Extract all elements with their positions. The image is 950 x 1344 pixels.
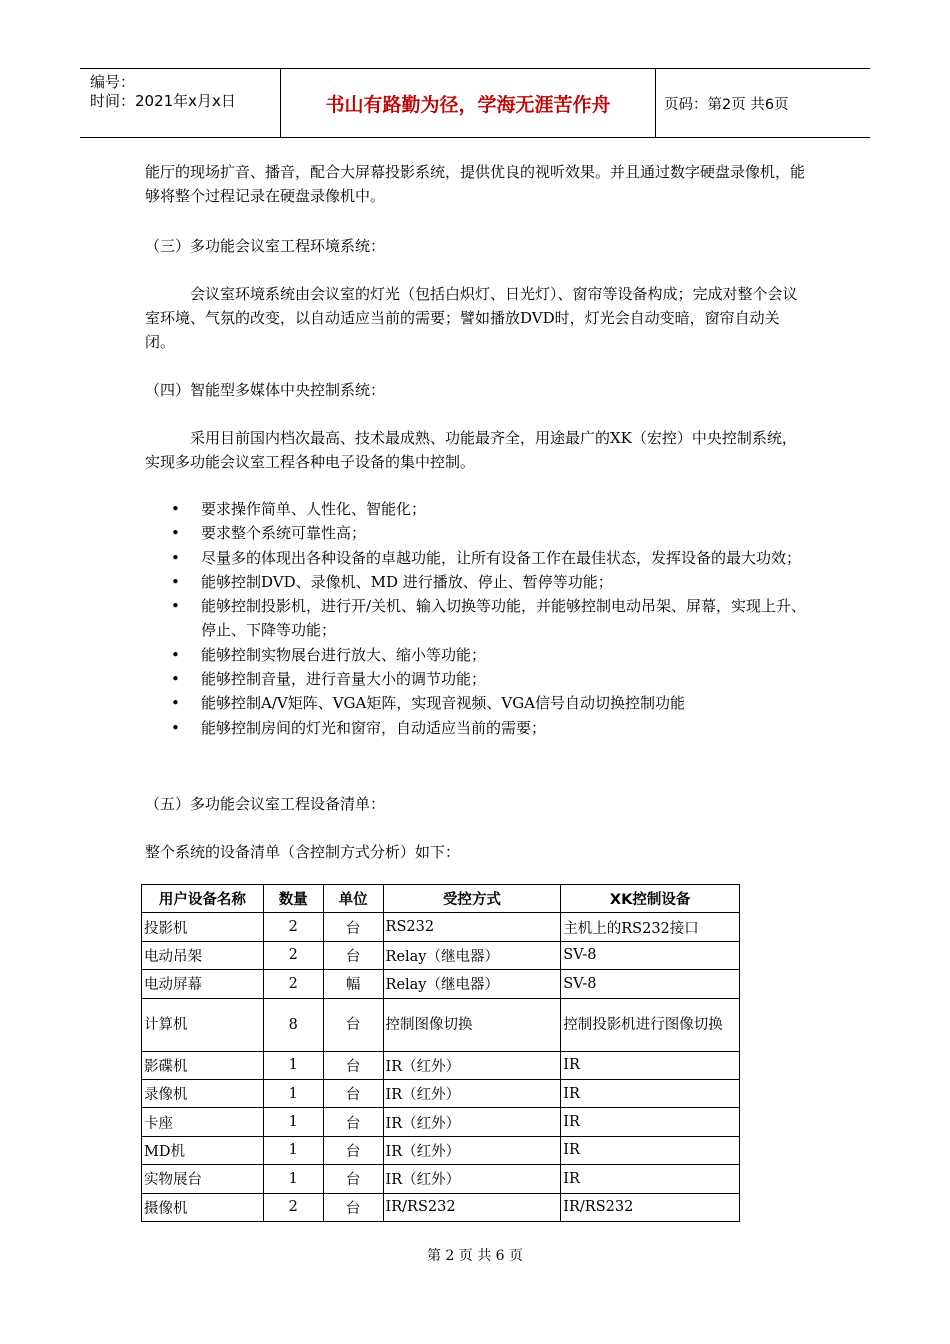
table-cell: 2	[263, 941, 323, 969]
table-cell: 实物展台	[142, 1165, 264, 1193]
table-row	[142, 1165, 740, 1193]
table-cell: IR	[561, 1079, 740, 1107]
page-footer: 第 2 页 共 6 页	[426, 1248, 524, 1264]
header-page-info: 页码：第2页 共6页	[664, 96, 789, 113]
table-cell: 台	[323, 1051, 383, 1079]
section-heading-5: （五）多功能会议室工程设备清单：	[145, 795, 386, 813]
table-cell: SV-8	[561, 941, 740, 969]
table-cell: IR/RS232	[383, 1193, 561, 1221]
table-cell: IR（红外）	[383, 1051, 561, 1079]
table-cell: Relay（继电器）	[383, 970, 561, 998]
table-cell: 台	[323, 1079, 383, 1107]
table-cell: 2	[263, 913, 323, 941]
requirement-list	[165, 497, 815, 740]
equipment-table	[141, 884, 740, 1222]
header-motto: 书山有路勤为径，学海无涯苦作舟	[281, 69, 656, 137]
table-cell: IR/RS232	[561, 1193, 740, 1221]
column-header: XK控制设备	[561, 885, 740, 913]
column-header: 单位	[323, 885, 383, 913]
table-cell: SV-8	[561, 970, 740, 998]
time-label: 时间：2021年x月x日	[90, 92, 236, 110]
table-cell: 台	[323, 1193, 383, 1221]
table-header-row	[142, 885, 740, 913]
bullet-icon: •	[171, 548, 180, 567]
list-item: • 能够控制实物展台进行放大、缩小等功能；	[165, 643, 815, 667]
page-header	[80, 68, 870, 138]
header-meta	[80, 69, 281, 137]
table-cell: 台	[323, 1165, 383, 1193]
table-cell: RS232	[383, 913, 561, 941]
column-header: 受控方式	[383, 885, 561, 913]
table-row	[142, 941, 740, 969]
table-row	[142, 1051, 740, 1079]
bullet-icon: •	[171, 572, 180, 591]
table-cell: Relay（继电器）	[383, 941, 561, 969]
list-item: • 要求整个系统可靠性高；	[165, 521, 815, 545]
list-item: • 能够控制音量，进行音量大小的调节功能；	[165, 667, 815, 691]
table-cell: 控制图像切换	[383, 998, 561, 1051]
number-label: 编号：	[90, 73, 136, 91]
table-row	[142, 1136, 740, 1164]
column-header: 用户设备名称	[142, 885, 264, 913]
table-row	[142, 913, 740, 941]
list-item: • 尽量多的体现出各种设备的卓越功能，让所有设备工作在最佳状态，发挥设备的最大功效；	[165, 546, 815, 570]
bullet-icon: •	[171, 718, 180, 737]
table-cell: 台	[323, 913, 383, 941]
table-cell: IR（红外）	[383, 1136, 561, 1164]
table-cell: 台	[323, 1136, 383, 1164]
table-cell: MD机	[142, 1136, 264, 1164]
table-row	[142, 998, 740, 1051]
table-cell: 2	[263, 970, 323, 998]
table-cell: 2	[263, 1193, 323, 1221]
table-row	[142, 1193, 740, 1221]
bullet-icon: •	[171, 670, 180, 689]
table-cell: 幅	[323, 970, 383, 998]
table-row	[142, 1108, 740, 1136]
bullet-icon: •	[171, 597, 180, 616]
table-row	[142, 1079, 740, 1107]
table-cell: 1	[263, 1136, 323, 1164]
table-cell: 投影机	[142, 913, 264, 941]
table-cell: 电动屏幕	[142, 970, 264, 998]
table-cell: IR	[561, 1165, 740, 1193]
table-row	[142, 970, 740, 998]
table-cell: 1	[263, 1108, 323, 1136]
table-cell: IR	[561, 1136, 740, 1164]
table-cell: 卡座	[142, 1108, 264, 1136]
list-item: • 能够控制房间的灯光和窗帘，自动适应当前的需要；	[165, 716, 815, 740]
table-cell: 摄像机	[142, 1193, 264, 1221]
list-item: • 能够控制投影机，进行开/关机、输入切换等功能，并能够控制电动吊架、屏幕，实现上升、停止、下降等功能；	[165, 594, 815, 643]
table-cell: 控制投影机进行图像切换	[561, 998, 740, 1051]
bullet-icon: •	[171, 500, 180, 518]
table-cell: 计算机	[142, 998, 264, 1051]
bullet-icon: •	[171, 524, 180, 543]
bullet-icon: •	[171, 645, 180, 664]
table-cell: 台	[323, 1108, 383, 1136]
list-item: • 要求操作简单、人性化、智能化；	[165, 497, 815, 521]
list-item: • 能够控制A/V矩阵、VGA矩阵，实现音视频、VGA信号自动切换控制功能	[165, 691, 815, 715]
paragraph-1: 能厅的现场扩音、播音，配合大屏幕投影系统，提供优良的视听效果。并且通过数字硬盘录像机，能够将整个过程记录在硬盘录像机中。	[145, 163, 806, 205]
bullet-icon: •	[171, 694, 180, 713]
section-heading-3: （三）多功能会议室工程环境系统：	[145, 237, 386, 255]
column-header: 数量	[263, 885, 323, 913]
table-cell: 1	[263, 1165, 323, 1193]
table-cell: IR（红外）	[383, 1079, 561, 1107]
table-cell: 影碟机	[142, 1051, 264, 1079]
table-cell: IR	[561, 1051, 740, 1079]
table-cell: IR（红外）	[383, 1165, 561, 1193]
table-cell: IR（红外）	[383, 1108, 561, 1136]
table-cell: 台	[323, 941, 383, 969]
table-cell: 1	[263, 1079, 323, 1107]
table-cell: IR	[561, 1108, 740, 1136]
list-item: • 能够控制DVD、录像机、MD 进行播放、停止、暂停等功能；	[165, 570, 815, 594]
paragraph-4: 采用目前国内档次最高、技术最成熟、功能最齐全，用途最广的XK（宏控）中央控制系统，实现多功能会议室工程各种电子设备的集中控制。	[145, 429, 797, 471]
section-heading-4: （四）智能型多媒体中央控制系统：	[145, 381, 386, 399]
paragraph-5: 整个系统的设备清单（含控制方式分析）如下：	[145, 843, 461, 861]
table-cell: 主机上的RS232接口	[561, 913, 740, 941]
table-cell: 台	[323, 998, 383, 1051]
table-cell: 1	[263, 1051, 323, 1079]
paragraph-3: 会议室环境系统由会议室的灯光（包括白炽灯、日光灯）、窗帘等设备构成；完成对整个会议室环境、气氛的改变，以自动适应当前的需要；譬如播放DVD时，灯光会自动变暗，窗帘自动关闭。	[145, 285, 798, 351]
table-cell: 电动吊架	[142, 941, 264, 969]
table-cell: 录像机	[142, 1079, 264, 1107]
table-cell: 8	[263, 998, 323, 1051]
